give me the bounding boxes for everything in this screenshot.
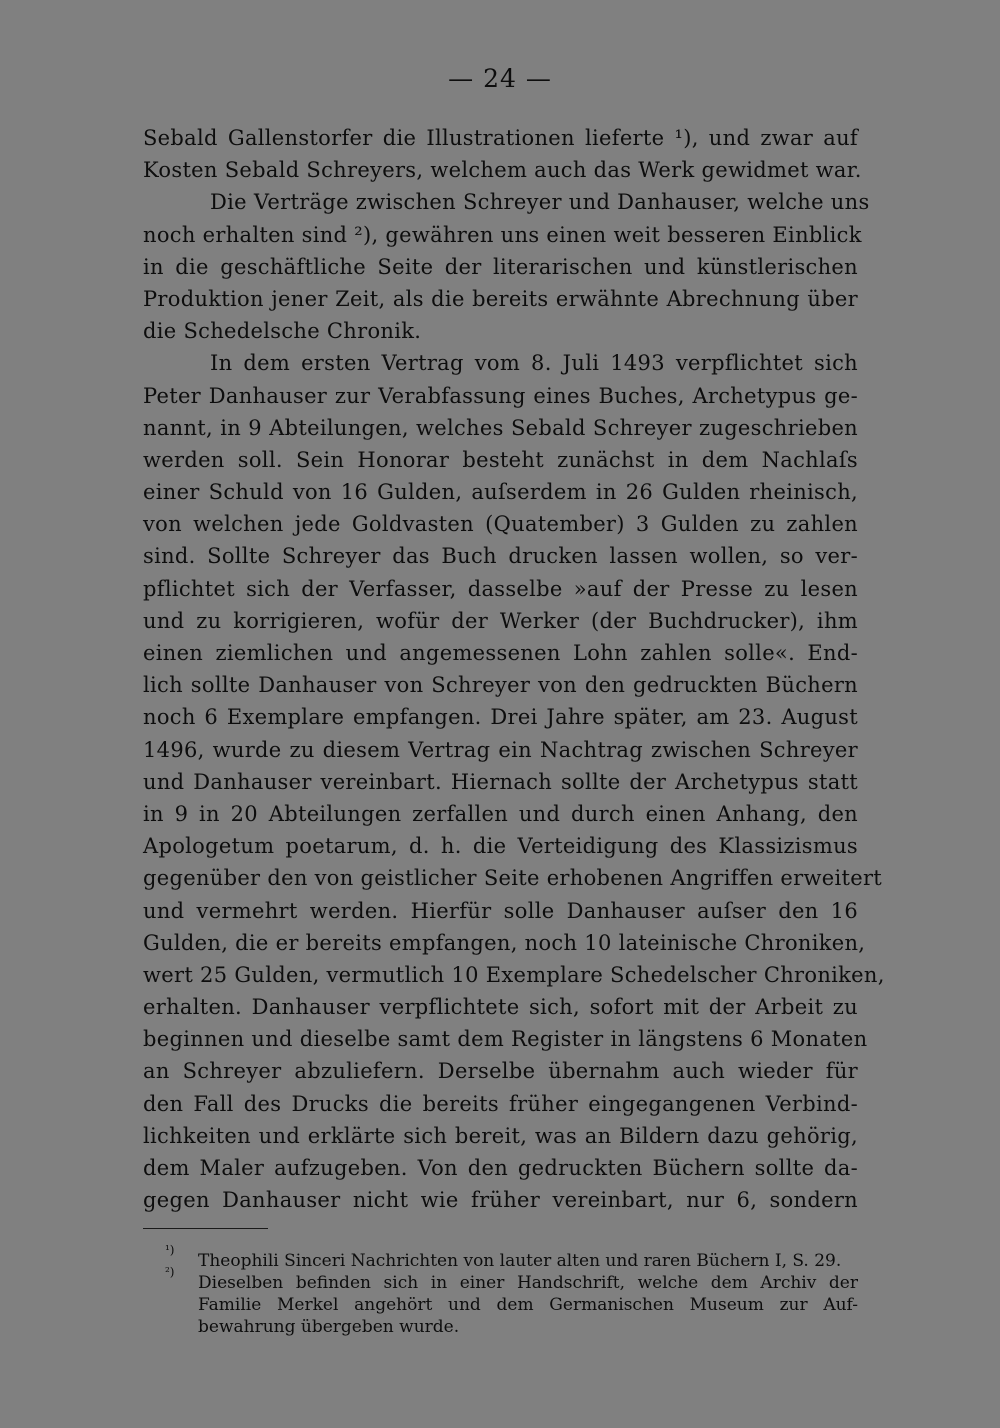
text-line: Produktion jener Zeit, als die bereits erwähnte Abrechnung über (143, 286, 858, 311)
footnote-divider (143, 1228, 268, 1229)
footnote (165, 1243, 858, 1272)
text-line: sind. Sollte Schreyer das Buch drucken lassen wollen, so ver- (143, 544, 858, 569)
text-line: in 9 in 20 Abteilungen zerfallen und durch einen Anhang, den (143, 801, 858, 826)
footnote-marker: ¹) (165, 1243, 175, 1257)
text-line: an Schreyer abzuliefern. Derselbe übernahm auch wieder für (143, 1059, 858, 1084)
text-line: den Fall des Drucks die bereits früher eingegangenen Verbind- (143, 1091, 858, 1116)
footnote-text: Theophili Sinceri Nachrichten von lauter alten und raren Büchern I, S. 29. (198, 1251, 842, 1271)
footnote-marker: ²) (165, 1265, 175, 1279)
text-line: pflichtet sich der Verfasser, dasselbe »auf der Presse zu lesen (143, 576, 858, 601)
text-line: und zu korrigieren, wofür der Werker (der Buchdrucker), ihm (143, 608, 858, 633)
text-line: noch erhalten sind ²), gewähren uns einen weit besseren Einblick (143, 222, 862, 247)
text-line: gegenüber den von geistlicher Seite erhobenen Angriffen erweitert (143, 866, 883, 891)
page-number: — 24 — (448, 64, 552, 93)
text-line: noch 6 Exemplare empfangen. Drei Jahre später, am 23. August (143, 705, 858, 730)
text-line: lich sollte Danhauser von Schreyer von den gedruckten Büchern (143, 673, 858, 698)
footnote-text: Familie Merkel angehört und dem Germanischen Museum zur Auf- (198, 1295, 858, 1315)
footnote-text: bewahrung übergeben wurde. (198, 1317, 460, 1337)
text-line: Sebald Gallenstorfer die Illustrationen lieferte ¹), und zwar auf (143, 126, 858, 150)
text-line: erhalten. Danhauser verpflichtete sich, sofort mit der Arbeit zu (143, 995, 858, 1020)
text-line: nannt, in 9 Abteilungen, welches Sebald Schreyer zugeschrieben (143, 415, 858, 440)
text-line: und Danhauser vereinbart. Hiernach sollte der Archetypus statt (143, 769, 858, 794)
text-line: In dem ersten Vertrag vom 8. Juli 1493 verpflichtet sich (210, 351, 858, 376)
text-line: Peter Danhauser zur Verabfassung eines Buches, Archetypus ge- (143, 383, 858, 408)
text-line: lichkeiten und erklärte sich bereit, was an Bildern dazu gehörig, (143, 1123, 858, 1148)
text-line: in die geschäftliche Seite der literarischen und künstlerischen (143, 254, 858, 279)
text-line: einer Schuld von 16 Gulden, auſserdem in 26 Gulden rheinisch, (143, 480, 858, 505)
text-line: werden soll. Sein Honorar besteht zunächst in dem Nachlaſs (143, 447, 858, 472)
text-line: gegen Danhauser nicht wie früher vereinbart, nur 6, sondern (143, 1188, 858, 1213)
text-line: Apologetum poetarum, d. h. die Verteidigung des Klassizismus (143, 834, 858, 859)
footnote-text: Dieselben befinden sich in einer Handschrift, welche dem Archiv der (198, 1273, 858, 1293)
main-text (143, 122, 885, 1216)
footnotes (165, 1243, 858, 1338)
text-line: dem Maler aufzugeben. Von den gedruckten Büchern sollte da- (143, 1156, 858, 1180)
text-line: 1496, wurde zu diesem Vertrag ein Nachtrag zwischen Schreyer (143, 737, 858, 762)
text-line: einen ziemlichen und angemessenen Lohn zahlen solle«. End- (143, 641, 858, 665)
text-line: und vermehrt werden. Hierfür solle Danhauser auſser den 16 (143, 898, 858, 923)
text-line: beginnen und dieselbe samt dem Register in längstens 6 Monaten (143, 1027, 868, 1052)
text-line: Gulden, die er bereits empfangen, noch 10 lateinische Chroniken, (143, 930, 866, 955)
text-line: die Schedelsche Chronik. (143, 319, 422, 344)
footnote (165, 1265, 858, 1294)
text-line: Die Verträge zwischen Schreyer und Danhauser, welche uns (210, 190, 870, 215)
text-line: wert 25 Gulden, vermutlich 10 Exemplare Schedelscher Chroniken, (143, 962, 885, 987)
text-line: Kosten Sebald Schreyers, welchem auch das Werk gewidmet war. (143, 158, 862, 183)
text-line: von welchen jede Goldvasten (Quatember) 3 Gulden zu zahlen (143, 512, 858, 537)
